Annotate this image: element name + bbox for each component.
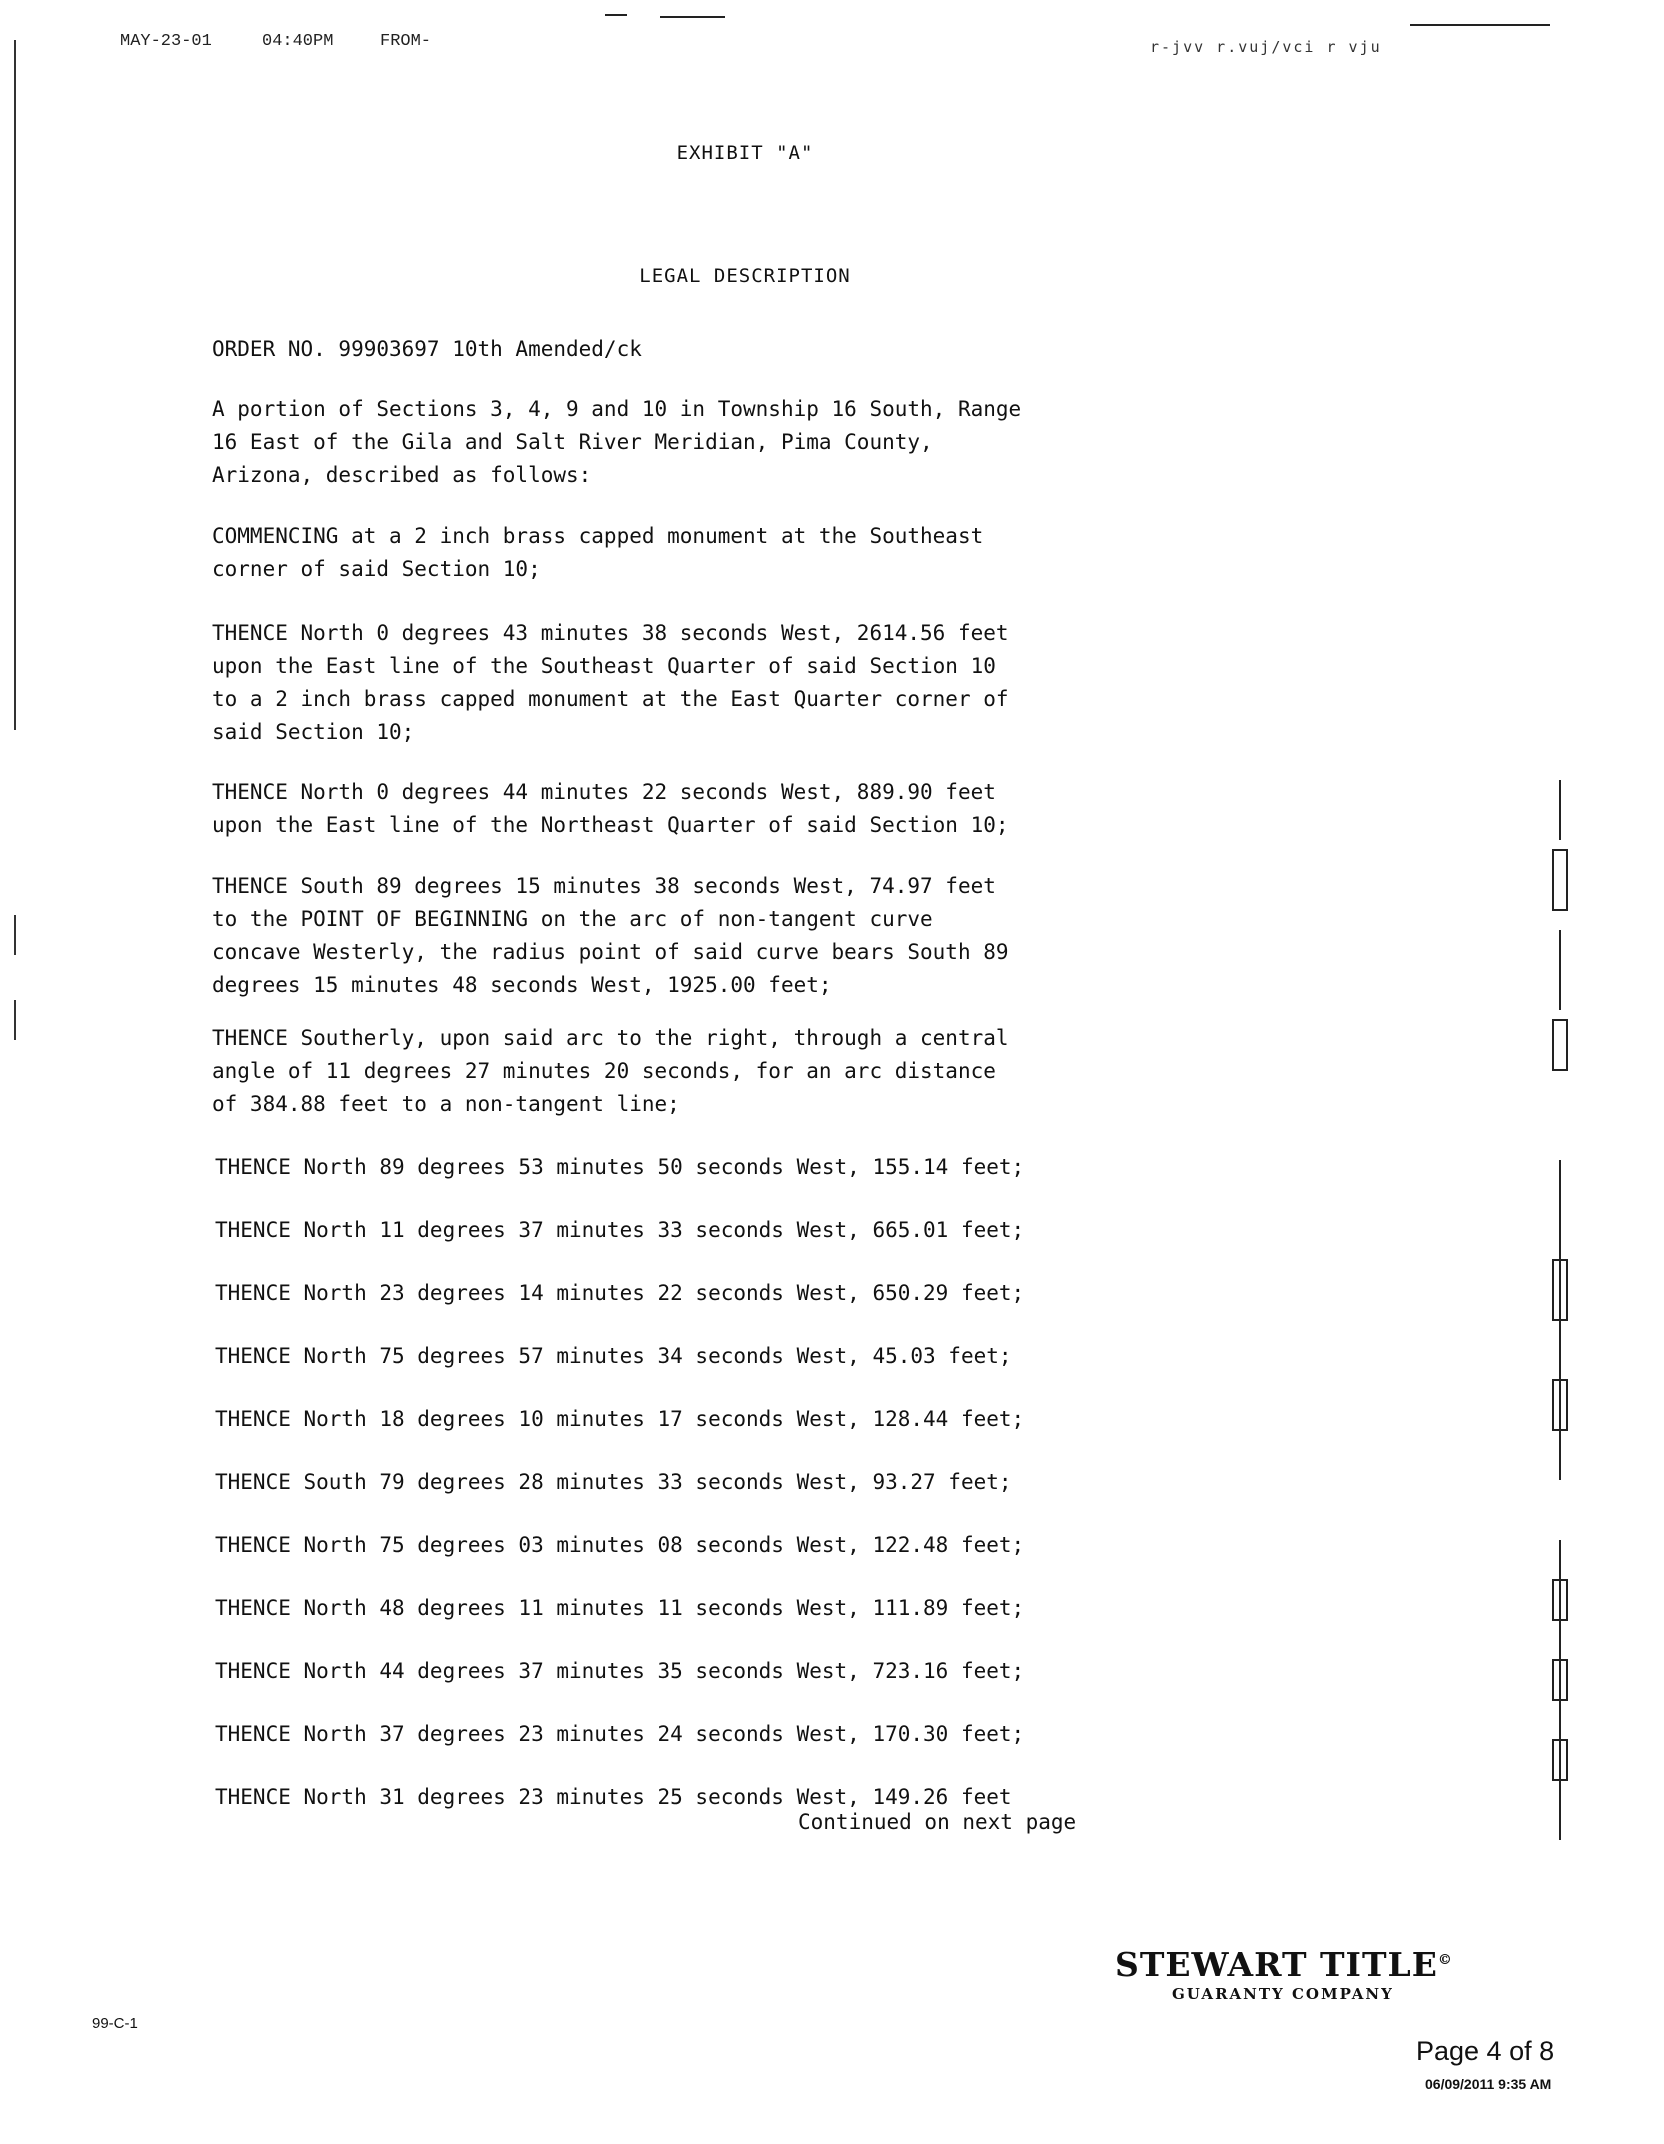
scan-mark (660, 16, 725, 18)
fax-time: 04:40PM (262, 32, 334, 51)
call-line: THENCE North 18 degrees 10 minutes 17 seconds West, 128.44 feet; (215, 1407, 1025, 1431)
call-line: THENCE North 48 degrees 11 minutes 11 seconds West, 111.89 feet; (215, 1596, 1025, 1620)
section-title: LEGAL DESCRIPTION (639, 265, 851, 287)
call-line: THENCE North 89 degrees 53 minutes 50 seconds West, 155.14 feet; (215, 1155, 1025, 1179)
fax-date: MAY-23-01 (120, 32, 212, 51)
page-edge-line (14, 1000, 16, 1040)
call-paragraph: THENCE North 0 degrees 43 minutes 38 seconds West, 2614.56 feet upon the East line of the Southeast Quarter of said Section 10 to a 2 inch brass capped monument at the East Quarter corner of said Section 10; (212, 621, 1009, 744)
call-line: THENCE North 11 degrees 37 minutes 33 seconds West, 665.01 feet; (215, 1218, 1025, 1242)
logo-mark: © (1437, 1952, 1453, 1968)
call-line: THENCE South 79 degrees 28 minutes 33 seconds West, 93.27 feet; (215, 1470, 1012, 1494)
print-timestamp: 06/09/2011 9:35 AM (1425, 2076, 1552, 2092)
call-paragraph: THENCE Southerly, upon said arc to the right, through a central angle of 11 degrees 27 minutes 20 seconds, for an arc distance of 384.88 feet to a non-tangent line; (212, 1026, 1009, 1116)
logo-name: STEWART TITLE (1115, 1945, 1438, 1984)
commencing-paragraph: COMMENCING at a 2 inch brass capped monument at the Southeast corner of said Section 10; (212, 524, 984, 581)
page-number: Page 4 of 8 (1416, 2036, 1555, 2066)
continued-note: Continued on next page (798, 1810, 1077, 1834)
exhibit-title: EXHIBIT "A" (676, 142, 814, 164)
call-line: THENCE North 75 degrees 03 minutes 08 seconds West, 122.48 feet; (215, 1533, 1025, 1557)
call-paragraph: THENCE South 89 degrees 15 minutes 38 seconds West, 74.97 feet to the POINT OF BEGINNING on the arc of non-tangent curve concave Westerly, the radius point of said curve bears South 89 degrees 15 minutes 48 seconds West, 1925.00 feet; (212, 874, 1009, 997)
call-line: THENCE North 31 degrees 23 minutes 25 seconds West, 149.26 feet (215, 1785, 1012, 1809)
margin-recording-stamp (1545, 780, 1575, 1840)
fax-from: FROM- (380, 32, 432, 51)
order-number: ORDER NO. 99903697 10th Amended/ck (212, 337, 642, 361)
form-code: 99-C-1 (92, 2015, 138, 2032)
call-line: THENCE North 44 degrees 37 minutes 35 seconds West, 723.16 feet; (215, 1659, 1025, 1683)
logo-subtitle: GUARANTY COMPANY (1172, 1985, 1394, 2003)
call-line: THENCE North 23 degrees 14 minutes 22 seconds West, 650.29 feet; (215, 1281, 1025, 1305)
scan-mark (605, 14, 627, 16)
fax-page-header: r-jvv r.vuj/vci r vju (1150, 38, 1382, 56)
intro-paragraph: A portion of Sections 3, 4, 9 and 10 in Township 16 South, Range 16 East of the Gila and Salt River Meridian, Pima County, Arizona, described as follows: (212, 397, 1022, 487)
call-paragraph: THENCE North 0 degrees 44 minutes 22 seconds West, 889.90 feet upon the East line of the Northeast Quarter of said Section 10; (212, 780, 1009, 837)
call-line: THENCE North 75 degrees 57 minutes 34 seconds West, 45.03 feet; (215, 1344, 1012, 1368)
stewart-title-logo (1115, 1945, 1453, 1984)
scan-mark (1410, 24, 1550, 26)
page-edge-line (14, 915, 16, 955)
call-line: THENCE North 37 degrees 23 minutes 24 seconds West, 170.30 feet; (215, 1722, 1025, 1746)
